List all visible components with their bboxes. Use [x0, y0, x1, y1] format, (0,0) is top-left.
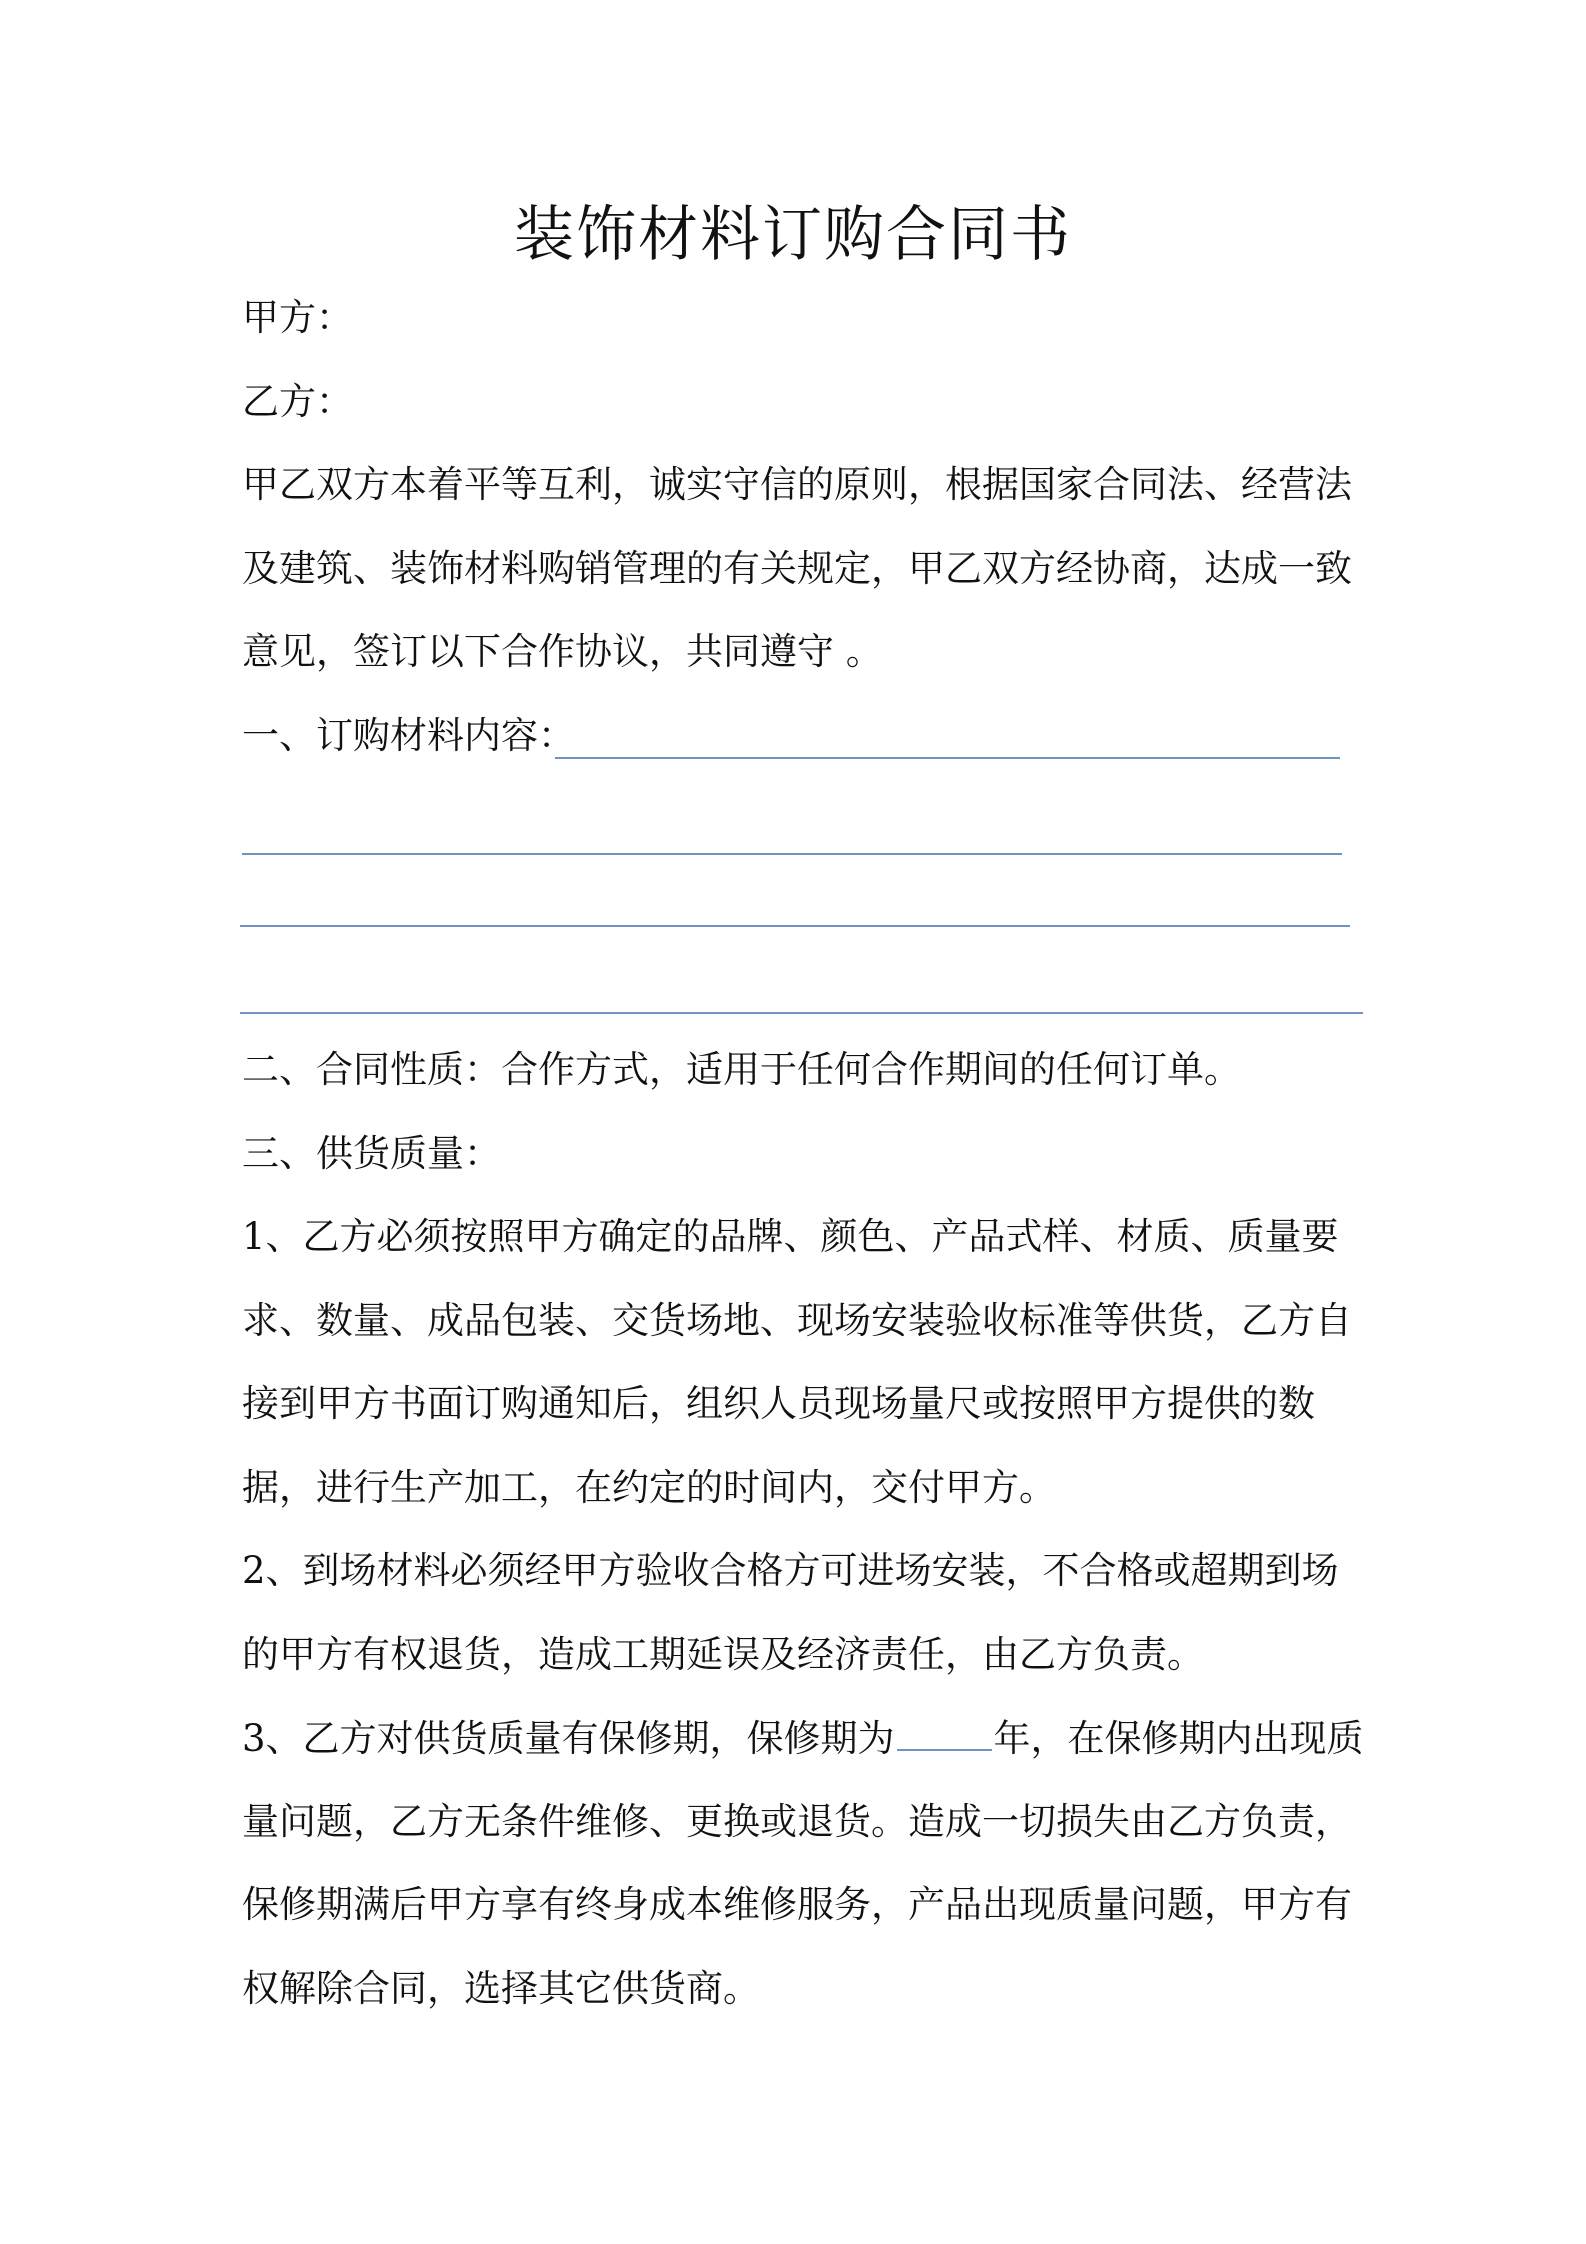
clause3-line-1	[242, 1713, 1364, 1764]
clause3-text-after-blank: 年，在保修期内出现质	[993, 1717, 1364, 1760]
clause1-line-1: 1、乙方必须按照甲方确定的品牌、颜色、产品式样、材质、质量要	[242, 1215, 1339, 1258]
preamble-line-3: 意见，签订以下合作协议，共同遵守 。	[242, 630, 883, 673]
clause3-line-3: 保修期满后甲方享有终身成本维修服务，产品出现质量问题，甲方有	[242, 1883, 1352, 1926]
clause3-line-2: 量问题，乙方无条件维修、更换或退货。造成一切损失由乙方负责，	[242, 1800, 1352, 1843]
section2-text: 二、合同性质：合作方式，适用于任何合作期间的任何订单。	[242, 1048, 1241, 1091]
preamble-line-2: 及建筑、装饰材料购销管理的有关规定，甲乙双方经协商，达成一致	[242, 547, 1352, 590]
material-fill-line-4	[240, 1012, 1363, 1014]
clause2-line-1: 2、到场材料必须经甲方验收合格方可进场安装，不合格或超期到场	[242, 1549, 1339, 1592]
party-b-label: 乙方：	[242, 380, 353, 423]
material-fill-line-2	[242, 853, 1342, 855]
material-fill-line-1	[555, 757, 1340, 759]
clause1-line-2: 求、数量、成品包装、交货场地、现场安装验收标准等供货，乙方自	[242, 1299, 1352, 1342]
clause2-line-2: 的甲方有权退货，造成工期延误及经济责任，由乙方负责。	[242, 1633, 1204, 1676]
warranty-years-blank	[897, 1713, 992, 1751]
preamble-line-1: 甲乙双方本着平等互利，诚实守信的原则，根据国家合同法、经营法	[242, 463, 1352, 506]
party-a-label: 甲方：	[242, 296, 353, 339]
clause1-line-4: 据，进行生产加工，在约定的时间内，交付甲方。	[242, 1466, 1056, 1509]
material-fill-line-3	[240, 925, 1350, 927]
clause3-text-before-blank: 3、乙方对供货质量有保修期，保修期为	[242, 1717, 895, 1760]
document-title: 装饰材料订购合同书	[514, 200, 1072, 270]
section1-label: 一、订购材料内容：	[242, 714, 575, 757]
clause3-line-4: 权解除合同，选择其它供货商。	[242, 1967, 760, 2010]
section3-heading: 三、供货质量：	[242, 1132, 501, 1175]
clause1-line-3: 接到甲方书面订购通知后，组织人员现场量尺或按照甲方提供的数	[242, 1382, 1315, 1425]
